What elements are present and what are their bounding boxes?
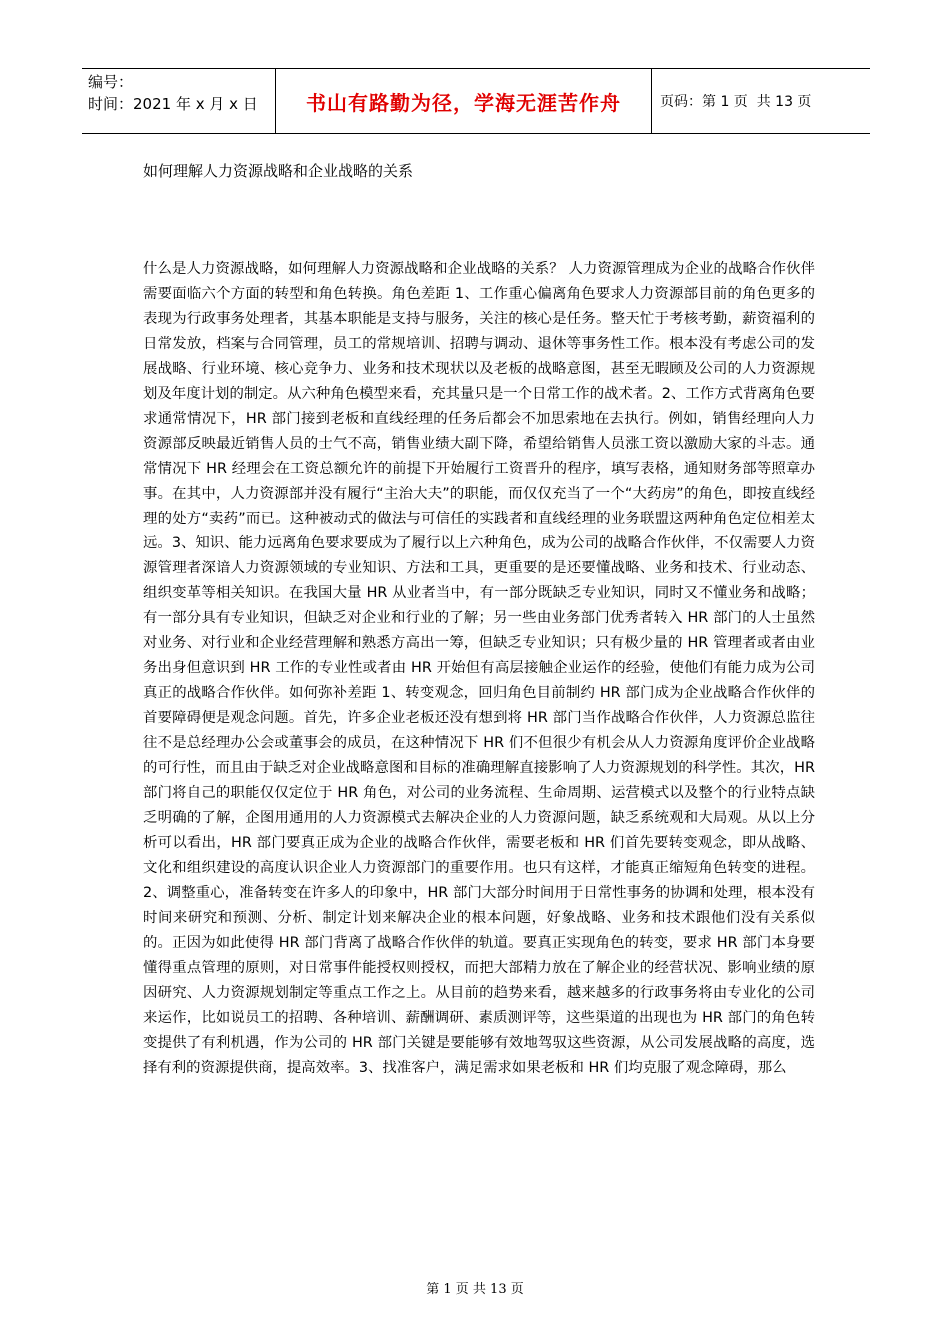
document-title: 如何理解人力资源战略和企业战略的关系 [143,162,414,180]
header-meta-cell [82,69,276,133]
motto-cell [276,69,652,133]
page-footer: 第 1 页 共 13 页 [426,1282,524,1297]
number-label: 编号： [88,73,134,91]
document-body: 什么是人力资源战略，如何理解人力资源战略和企业战略的关系？ 人力资源管理成为企业的战略合作伙伴需要面临六个方面的转型和角色转换。角色差距 1、工作重心偏离角色要求人力资源部目前的角色更多的表现为行政事务处理者，其基本职能是支持与服务，关注的核心是任务。整天忙于考核考勤，薪资福利的日常发放，档案与合同管理，员工的常规培训、招聘与调动、退休等事务性工作。根本没有考虑公司的发展战略、行业环境、核心竞争力、业务和技术现状以及老板的战略意图，甚至无暇顾及公司的人力资源规划及年度计划的制定。从六种角色模型来看，充其量只是一个日常工作的战术者。2、工作方式背离角色要求通常情况下，HR 部门接到老板和直线经理的任务后都会不加思索地在去执行。例如，销售经理向人力资源部反映最近销售人员的士气不高，销售业绩大副下降，希望给销售人员涨工资以激励大家的斗志。通常情况下 HR 经理会在工资总额允许的前提下开始履行工资晋升的程序，填写表格，通知财务部等照章办事。在其中，人力资源部并没有履行“主治大夫”的职能，而仅仅充当了一个“大药房”的角色，即按直线经理的处方“卖药”而已。这种被动式的做法与可信任的实践者和直线经理的业务联盟这两种角色定位相差太远。3、知识、能力远离角色要求要成为了履行以上六种角色，成为公司的战略合作伙伴，不仅需要人力资源管理者深谙人力资源领域的专业知识、方法和工具，更重要的是还要懂战略、业务和技术、行业动态、组织变革等相关知识。在我国大量 HR 从业者当中，有一部分既缺乏专业知识，同时又不懂业务和战略；有一部分具有专业知识，但缺乏对企业和行业的了解；另一些由业务部门优秀者转入 HR 部门的人士虽然对业务、对行业和企业经营理解和熟悉方高出一筹，但缺乏专业知识；只有极少量的 HR 管理者或者由业务出身但意识到 HR 工作的专业性或者由 HR 开始但有高层接触企业运作的经验，使他们有能力成为公司真正的战略合作伙伴。如何弥补差距 1、转变观念，回归角色目前制约 HR 部门成为企业战略合作伙伴的首要障碍便是观念问题。首先，许多企业老板还没有想到将 HR 部门当作战略合作伙伴，人力资源总监往往不是总经理办公会或董事会的成员，在这种情况下 HR 们不但很少有机会从人力资源角度评价企业战略的可行性，而且由于缺乏对企业战略意图和目标的准确理解直接影响了人力资源规划的科学性。其次，HR 部门将自己的职能仅仅定位于 HR 角色，对公司的业务流程、生命周期、运营模式以及整个的行业特点缺乏明确的了解，企图用通用的人力资源模式去解决企业的人力资源问题，缺乏系统观和大局观。从以上分析可以看出，HR 部门要真正成为企业的战略合作伙伴，需要老板和 HR 们首先要转变观念，即从战略、文化和组织建设的高度认识企业人力资源部门的重要作用。也只有这样，才能真正缩短角色转变的进程。2、调整重心，准备转变在许多人的印象中，HR 部门大部分时间用于日常性事务的协调和处理，根本没有时间来研究和预测、分析、制定计划来解决企业的根本问题，好象战略、业务和技术跟他们没有关系似的。正因为如此使得 HR 部门背离了战略合作伙伴的轨道。要真正实现角色的转变，要求 HR 部门本身要懂得重点管理的原则，对日常事件能授权则授权，而把大部精力放在了解企业的经营状况、影响业绩的原因研究、人力资源规划制定等重点工作之上。从目前的趋势来看，越来越多的行政事务将由专业化的公司来运作，比如说员工的招聘、各种培训、薪酬调研、素质测评等，这些渠道的出现也为 HR 部门的角色转变提供了有利机遇，作为公司的 HR 部门关键是要能够有效地驾驭这些资源，从公司发展战略的高度，选择有利的资源提供商，提高效率。3、找准客户，满足需求如果老板和 HR 们均克服了观念障碍，那么 [143,261,815,1076]
header-table [82,68,870,134]
motto-text: 书山有路勤为径，学海无涯苦作舟 [306,90,621,115]
page-info-cell [652,69,870,133]
page-info-text: 页码：第 1 页 共 13 页 [660,94,812,110]
time-label: 时间：2021 年 x 月 x 日 [88,95,258,113]
